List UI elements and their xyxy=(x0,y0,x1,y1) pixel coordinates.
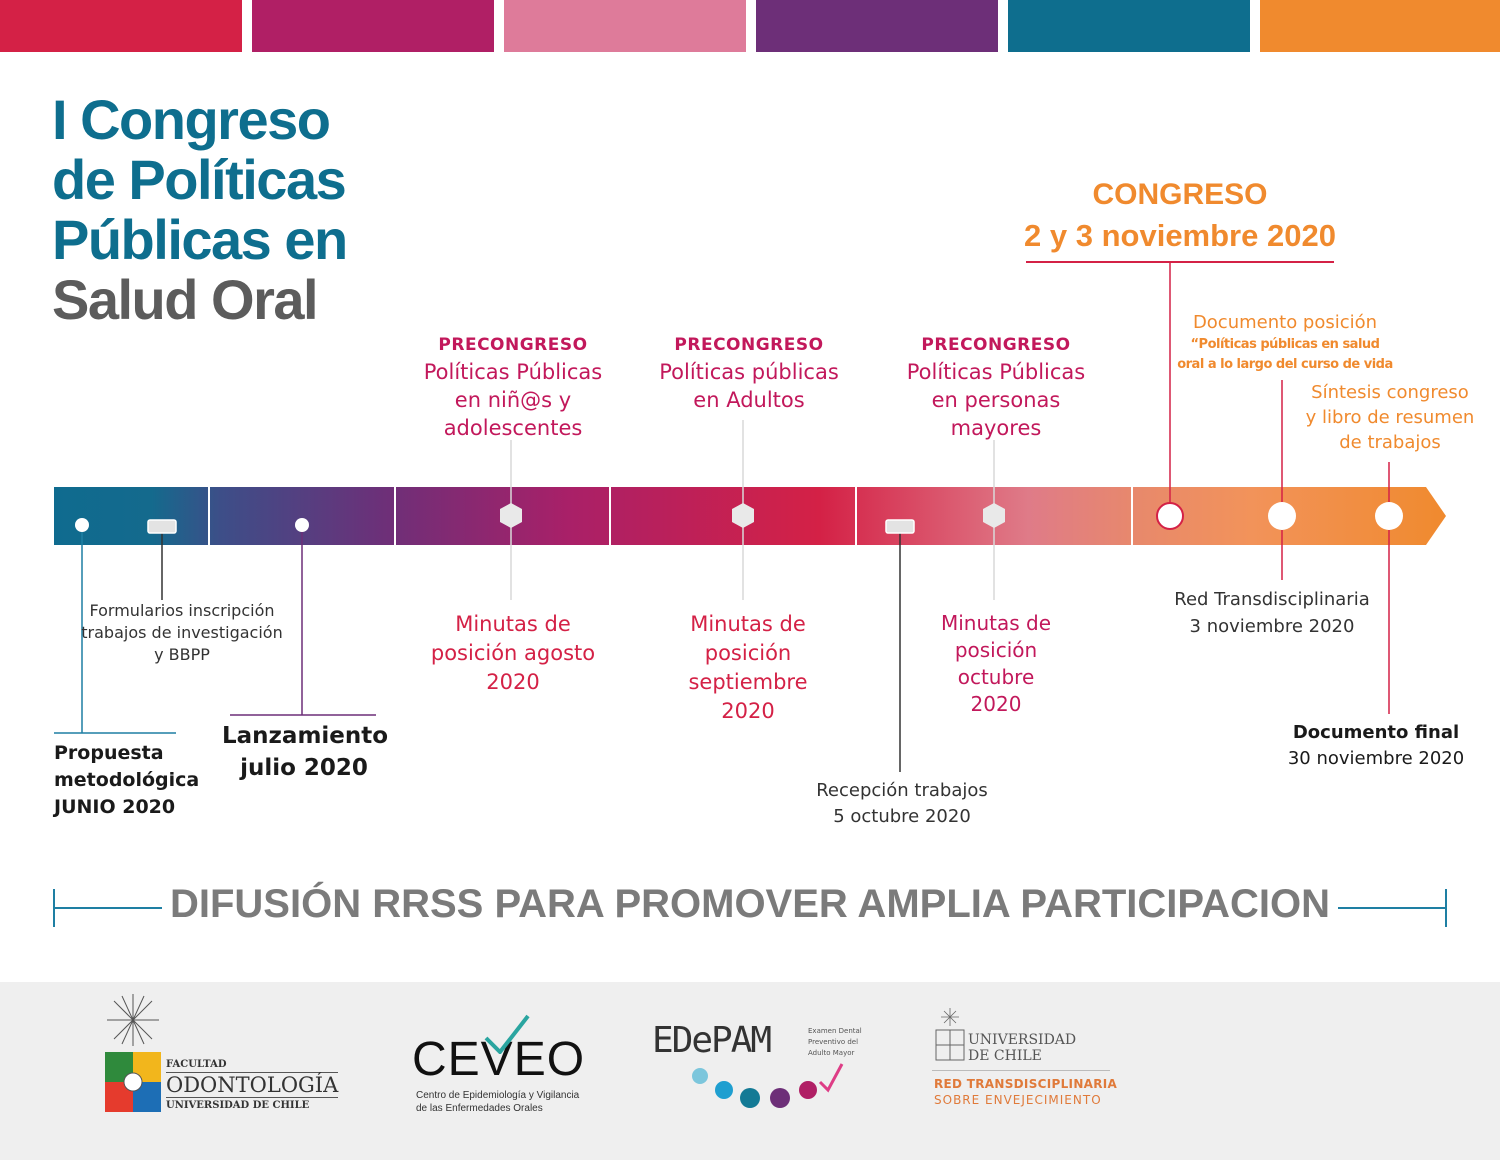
precongreso-mayores-l3: mayores xyxy=(950,416,1042,440)
title-line-1: I Congreso xyxy=(52,88,330,151)
edepam-dots-icon xyxy=(688,1062,848,1112)
minutas-septiembre-l1: Minutas de xyxy=(690,612,806,636)
precongreso-mayores-l2: en personas xyxy=(931,388,1061,412)
documento-posicion-title: Documento posición xyxy=(1192,312,1378,333)
marker-sintesis xyxy=(1375,502,1403,530)
minutas-octubre-l4: 2020 xyxy=(970,692,1022,716)
marker-recepcion xyxy=(886,520,914,533)
lanzamiento-l1: Lanzamiento xyxy=(222,723,389,749)
odontologia-l2: ODONTOLOGÍA xyxy=(166,1073,339,1097)
minutas-agosto-l1: Minutas de xyxy=(455,612,571,636)
uchile-l3: RED TRANSDISCIPLINARIA xyxy=(934,1077,1118,1091)
propuesta-l1: Propuesta xyxy=(54,742,164,764)
marker-lanzamiento xyxy=(295,518,309,532)
minutas-septiembre-l4: 2020 xyxy=(721,699,775,723)
sintesis-l1: Síntesis congreso xyxy=(1311,382,1469,403)
minutas-octubre-l2: posición xyxy=(954,638,1038,662)
minutas-agosto xyxy=(410,610,616,697)
precongreso-mayores-l1: Políticas Públicas xyxy=(906,360,1086,384)
marker-formularios xyxy=(148,520,176,533)
documento-posicion-l1: “Políticas públicas en salud xyxy=(1190,337,1380,352)
propuesta-l3: JUNIO 2020 xyxy=(54,796,176,818)
minutas-septiembre xyxy=(646,610,850,726)
marker-doc-posicion xyxy=(1268,502,1296,530)
precongreso-adultos-l1: Políticas públicas xyxy=(659,360,839,384)
precongreso-ninos-l3: adolescentes xyxy=(443,416,583,440)
ceveo-subtitle xyxy=(416,1089,579,1115)
precongreso-mayores-head: PRECONGRESO xyxy=(921,335,1071,355)
precongreso-adultos-head: PRECONGRESO xyxy=(674,335,824,355)
uchile-l2: DE CHILE xyxy=(968,1048,1042,1064)
uchile-l1: UNIVERSIDAD xyxy=(968,1032,1077,1048)
marker-congreso xyxy=(1157,503,1183,529)
documento-final-label xyxy=(1276,720,1476,772)
red-l2: 3 noviembre 2020 xyxy=(1189,616,1355,637)
difusion-banner: DIFUSIÓN RRSS PARA PROMOVER AMPLIA PARTICIPACION xyxy=(169,882,1331,926)
ceveo-check-icon xyxy=(484,1014,530,1054)
lanzamiento-label xyxy=(222,720,389,784)
title-line-4: Salud Oral xyxy=(52,268,318,331)
precongreso-ninos-l1: Políticas Públicas xyxy=(423,360,603,384)
minutas-octubre xyxy=(906,610,1086,718)
documento-final-l2: 30 noviembre 2020 xyxy=(1287,748,1465,769)
sintesis-l3: de trabajos xyxy=(1339,432,1441,453)
title-line-3: Públicas en xyxy=(52,208,347,271)
propuesta-l2: metodológica xyxy=(54,769,200,791)
formularios-l1: Formularios inscripción xyxy=(89,601,275,620)
recepcion-l1: Recepción trabajos xyxy=(816,780,988,801)
formularios-label xyxy=(70,600,294,666)
recepcion-l2: 5 octubre 2020 xyxy=(833,806,971,827)
odontologia-l1: FACULTAD xyxy=(166,1059,227,1070)
minutas-octubre-l1: Minutas de xyxy=(940,611,1052,635)
sintesis-l2: y libro de resumen xyxy=(1305,407,1475,428)
congreso-date: 2 y 3 noviembre 2020 xyxy=(1024,218,1336,253)
footer-logos xyxy=(0,982,1500,1160)
recepcion-label xyxy=(800,778,1004,830)
ceveo-logo: CEVEO xyxy=(412,1033,586,1086)
title-line-2: de Políticas xyxy=(52,148,346,211)
minutas-agosto-l2: posición agosto xyxy=(430,641,596,665)
edepam-subtitle xyxy=(808,1026,862,1059)
ceveo-l1: Centro de Epidemiología y Vigilancia xyxy=(416,1090,580,1101)
odontologia-shield-icon xyxy=(102,990,164,1122)
red-label xyxy=(1160,586,1384,640)
precongreso-ninos-head: PRECONGRESO xyxy=(438,335,588,355)
lanzamiento-l2: julio 2020 xyxy=(240,755,368,781)
ceveo-l2: de las Enfermedades Orales xyxy=(416,1103,543,1114)
formularios-l3: y BBPP xyxy=(154,645,210,664)
formularios-l2: trabajos de investigación xyxy=(81,623,283,642)
documento-posicion-l2: oral a lo largo del curso de vida xyxy=(1177,357,1393,372)
marker-propuesta xyxy=(75,518,89,532)
odontologia-text xyxy=(166,1058,338,1114)
documento-final-l1: Documento final xyxy=(1292,722,1460,743)
precongreso-adultos-l2: en Adultos xyxy=(693,388,805,412)
congreso-label: CONGRESO xyxy=(1092,178,1268,211)
edepam-l2: Preventivo del xyxy=(808,1038,859,1046)
odontologia-l3: UNIVERSIDAD DE CHILE xyxy=(166,1100,310,1111)
precongreso-ninos-l2: en niñ@s y xyxy=(454,388,572,412)
minutas-septiembre-l2: posición xyxy=(704,641,792,665)
edepam-l1: Examen Dental xyxy=(808,1027,862,1035)
minutas-septiembre-l3: septiembre xyxy=(688,670,808,694)
propuesta-label xyxy=(54,740,199,821)
minutas-octubre-l3: octubre xyxy=(957,665,1035,689)
red-l1: Red Transdisciplinaria xyxy=(1174,589,1370,610)
minutas-agosto-l3: 2020 xyxy=(486,670,540,694)
edepam-logo: EDePAM xyxy=(652,1020,771,1061)
red-transdisciplinaria-text xyxy=(934,1076,1117,1108)
uchile-l4: SOBRE ENVEJECIMIENTO xyxy=(934,1093,1102,1107)
uchile-text xyxy=(968,1032,1076,1064)
edepam-l3: Adulto Mayor xyxy=(808,1049,855,1057)
uchile-divider xyxy=(932,1070,1110,1071)
uchile-shield-icon xyxy=(934,1008,966,1064)
